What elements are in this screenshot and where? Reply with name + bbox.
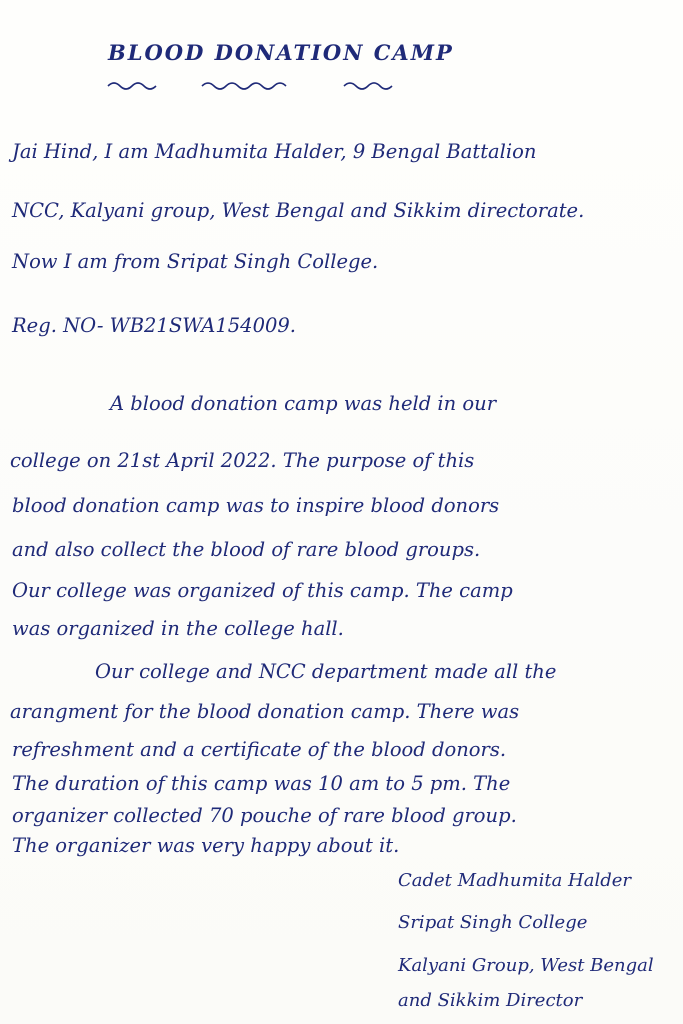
paragraph2-line-5: organizer collected 70 pouche of rare blood group. — [12, 804, 517, 827]
paragraph1-line-4: and also collect the blood of rare blood groups. — [12, 538, 481, 561]
signature-college: Sripat Singh College — [398, 912, 588, 933]
paragraph2-line-4: The duration of this camp was 10 am to 5 pm. The — [12, 772, 511, 795]
intro-line-2: NCC, Kalyani group, West Bengal and Sikkim directorate. — [12, 199, 585, 222]
paragraph1-line-6: was organized in the college hall. — [12, 617, 344, 640]
paragraph2-line-2: arangment for the blood donation camp. There was — [10, 700, 520, 723]
intro-line-1: Jai Hind, I am Madhumita Halder, 9 Bengal Battalion — [12, 140, 537, 163]
paragraph1-line-2: college on 21st April 2022. The purpose of this — [10, 449, 475, 472]
title-underline — [104, 74, 424, 94]
paragraph2-line-3: refreshment and a certificate of the blood donors. — [12, 738, 507, 761]
paragraph2-line-6: The organizer was very happy about it. — [12, 834, 400, 857]
paragraph2-line-1: Our college and NCC department made all the — [95, 660, 557, 683]
page-title: BLOOD DONATION CAMP — [108, 40, 454, 65]
paragraph1-line-1: A blood donation camp was held in our — [110, 392, 497, 415]
intro-line-4: Reg. NO- WB21SWA154009. — [12, 314, 296, 337]
paragraph1-line-5: Our college was organized of this camp. The camp — [12, 579, 513, 602]
signature-group: Kalyani Group, West Bengal — [398, 955, 654, 976]
paragraph1-line-3: blood donation camp was to inspire blood donors — [12, 494, 500, 517]
signature-directorate: and Sikkim Director — [398, 990, 583, 1011]
intro-line-3: Now I am from Sripat Singh College. — [12, 250, 379, 273]
signature-name: Cadet Madhumita Halder — [398, 870, 631, 891]
